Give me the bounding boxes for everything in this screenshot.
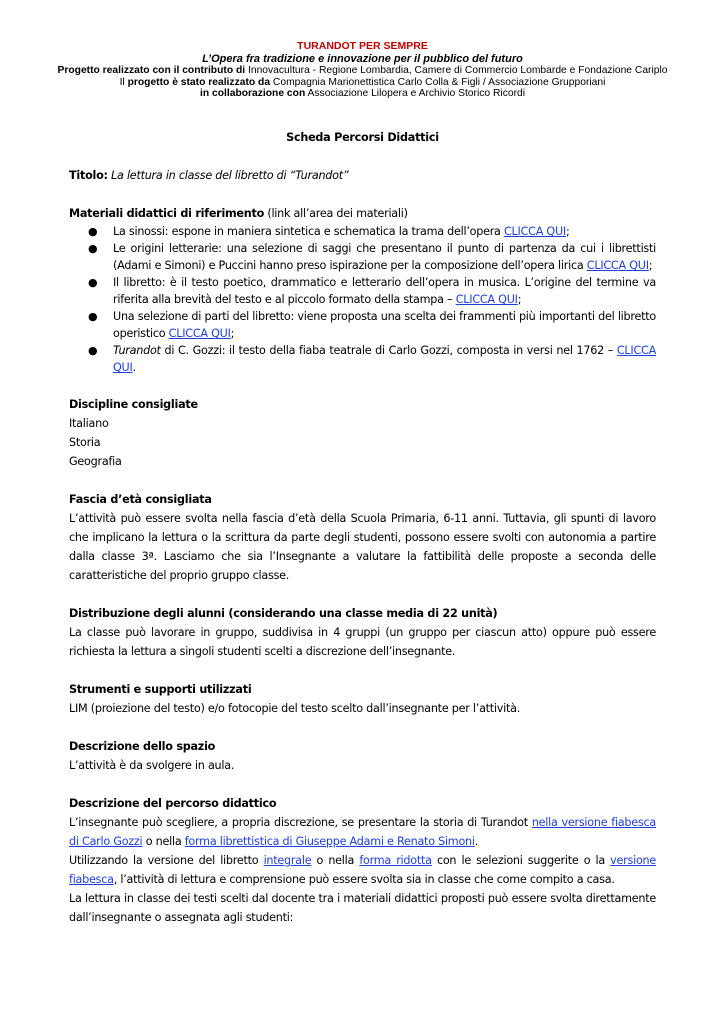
age-range-text: L’attività può essere svolta nella fascia d’età della Scuola Primaria, 6-11 anni. Tuttavia, gli spunti di lavoro che implicano la lettura o la scrittura da parte degli studenti, possono essere svolti con autonomia a partire dalla classe 3ª. Lasciamo che sia l’Insegnante a valutare la fattibilità delle proposte a seconda delle caratteristiche del proprio gruppo classe. bbox=[69, 512, 656, 582]
funding-text: Innovacultura - Regione Lombardia, Camere di Commercio Lombarde e Fondazione Cariplo bbox=[245, 65, 668, 76]
document-body bbox=[69, 128, 656, 927]
path-heading: Descrizione del percorso didattico bbox=[69, 797, 277, 810]
collaboration-label: in collaborazione con bbox=[199, 88, 306, 100]
materials-list bbox=[69, 223, 656, 376]
space-heading: Descrizione dello spazio bbox=[69, 740, 216, 753]
bullet-icon: ● bbox=[88, 344, 98, 357]
path-paragraph-2: Utilizzando la versione del libretto integrale o nella forma ridotta con le selezioni suggerite o la versione fiabesca, l’attività di lettura e comprensione può essere svolta sia in classe che come compito a casa. bbox=[69, 854, 657, 886]
clicca-qui-link[interactable]: CLICCA QUI bbox=[586, 259, 649, 272]
bullet-icon: ● bbox=[88, 225, 98, 238]
distribution-heading: Distribuzione degli alunni (considerando una classe media di 22 unità) bbox=[69, 607, 498, 620]
project-title: TURANDOT PER SEMPRE bbox=[297, 40, 428, 52]
producer-line bbox=[0, 77, 725, 89]
fairy-tale-version-link[interactable]: versione fiabesca bbox=[69, 854, 657, 886]
title-label: Titolo: bbox=[69, 169, 108, 182]
producer-pre: Il bbox=[119, 76, 128, 88]
collaboration-line bbox=[0, 88, 725, 100]
title-line bbox=[69, 166, 656, 185]
funding-label: Progetto realizzato con il contributo di bbox=[57, 65, 246, 76]
materials-heading bbox=[69, 204, 656, 223]
document-heading: Scheda Percorsi Didattici bbox=[286, 131, 439, 144]
list-item: ● Le origini letterarie: una selezione di saggi che presentano il punto di partenza da cui i librettisti (Adami e Simoni) e Puccini hanno preso ispirazione per la composizione dell’opera lirica CLICCA QUI; bbox=[88, 242, 656, 272]
title-value: La lettura in classe del libretto di “Turandot” bbox=[107, 169, 349, 182]
list-item: ● Turandot di C. Gozzi: il testo della fiaba teatrale di Carlo Gozzi, composta in versi nel 1762 – CLICCA QUI. bbox=[88, 344, 656, 374]
path-paragraph-1: L’insegnante può scegliere, a propria discrezione, se presentare la storia di Turandot nella versione fiabesca di Carlo Gozzi o nella forma librettistica di Giuseppe Adami e Renato Simoni. bbox=[69, 816, 656, 848]
discipline-item: Geografia bbox=[69, 455, 122, 468]
discipline-item: Storia bbox=[69, 436, 101, 449]
bullet-icon: ● bbox=[88, 276, 98, 289]
materials-note: (link all’area dei materiali) bbox=[264, 207, 408, 220]
collaboration-text: Associazione Lilopera e Archivio Storico Ricordi bbox=[305, 88, 526, 100]
project-subtitle: L’Opera fra tradizione e innovazione per il pubblico del futuro bbox=[202, 52, 523, 65]
clicca-qui-link[interactable]: CLICCA QUI bbox=[503, 225, 566, 238]
tools-heading: Strumenti e supporti utilizzati bbox=[69, 683, 252, 696]
producer-text: Compagnia Marionettistica Carlo Colla & Figli / Associazione Grupporiani bbox=[270, 76, 606, 88]
discipline-item: Italiano bbox=[69, 417, 109, 430]
clicca-qui-link[interactable]: CLICCA QUI bbox=[113, 344, 656, 374]
producer-label: progetto è stato realizzato da bbox=[127, 76, 271, 88]
project-header bbox=[0, 41, 725, 100]
clicca-qui-link[interactable]: CLICCA QUI bbox=[168, 327, 231, 340]
disciplines-heading: Discipline consigliate bbox=[69, 398, 198, 411]
funding-line bbox=[0, 65, 725, 77]
bullet-icon: ● bbox=[88, 310, 98, 323]
reduced-form-link[interactable]: forma ridotta bbox=[359, 854, 432, 867]
space-text: L’attività è da svolgere in aula. bbox=[69, 759, 235, 772]
tools-text: LIM (proiezione del testo) e/o fotocopie del testo scelto dall’insegnante per l’attività. bbox=[69, 702, 521, 715]
distribution-text: La classe può lavorare in gruppo, suddivisa in 4 gruppi (un gruppo per ciascun atto) oppure può essere richiesta la lettura a singoli studenti scelti a discrezione dell’insegnante. bbox=[69, 626, 656, 658]
list-item: ● Una selezione di parti del libretto: viene proposta una scelta dei frammenti più importanti del libretto operistico CLICCA QUI; bbox=[88, 310, 656, 340]
age-range-heading: Fascia d’età consigliata bbox=[69, 493, 212, 506]
gozzi-version-link[interactable]: nella versione fiabesca di Carlo Gozzi bbox=[69, 816, 656, 848]
integral-link[interactable]: integrale bbox=[263, 854, 312, 867]
libretto-form-link[interactable]: forma librettistica di Giuseppe Adami e Renato Simoni bbox=[184, 835, 475, 848]
materials-label: Materiali didattici di riferimento bbox=[69, 207, 265, 220]
path-paragraph-3: La lettura in classe dei testi scelti dal docente tra i materiali didattici proposti può essere svolta direttamente dall’insegnante o assegnata agli studenti: bbox=[69, 892, 656, 924]
clicca-qui-link[interactable]: CLICCA QUI bbox=[455, 293, 518, 306]
list-item: ● Il libretto: è il testo poetico, drammatico e letterario dell’opera in musica. L’origine del termine va riferita alla brevità del testo e al piccolo formato della stampa – CLICCA QUI; bbox=[88, 276, 656, 306]
list-item: ● La sinossi: espone in maniera sintetica e schematica la trama dell’opera CLICCA QUI; bbox=[88, 225, 570, 238]
bullet-icon: ● bbox=[88, 242, 98, 255]
